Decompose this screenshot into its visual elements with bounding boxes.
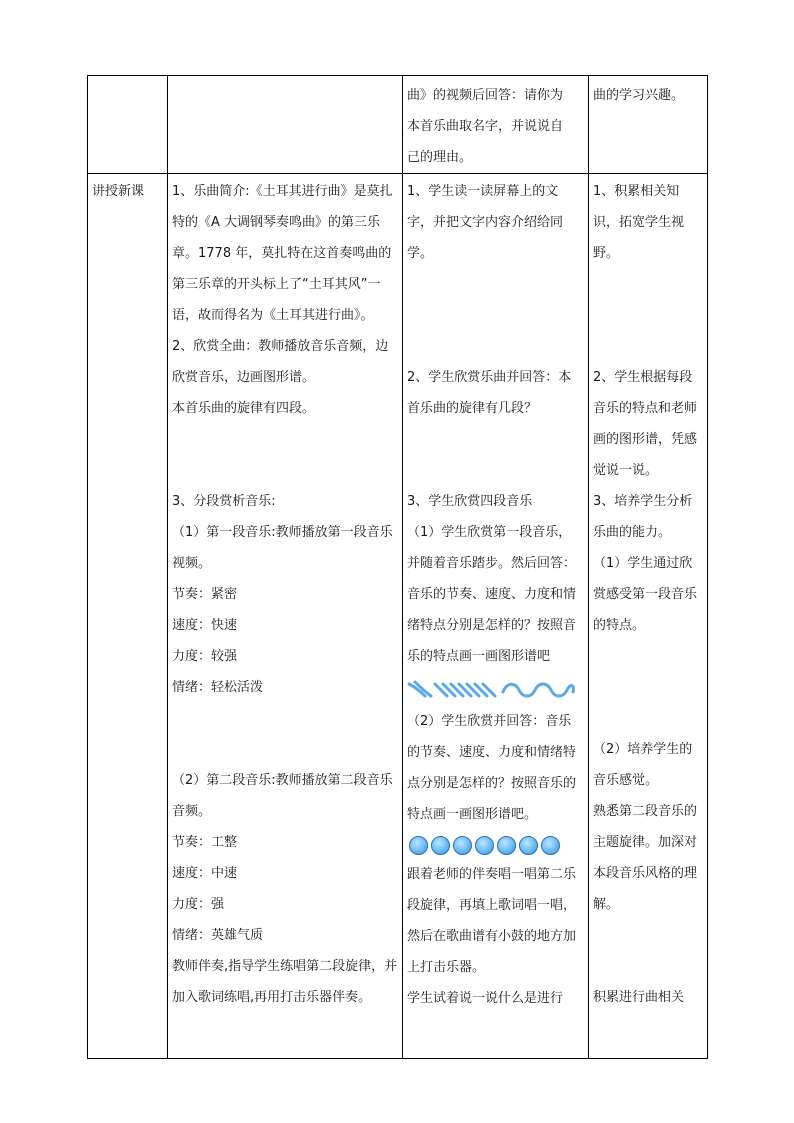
score-circle	[541, 836, 560, 855]
sing-text: 跟着老师的伴奏唱一唱第二乐段旋律，再填上歌词唱一唱，然后在歌曲谱有小鼓的地方加上打击乐器。	[407, 867, 577, 975]
text-line: 己的理由。	[407, 150, 473, 165]
listen-all-text: 2、欣赏全曲：教师播放音乐音频，边欣赏音乐，边画图形谱。	[172, 339, 389, 385]
table-row	[88, 174, 708, 1059]
listen-text: 2、学生欣赏乐曲并回答：本首乐曲的旋律有几段？	[407, 370, 572, 416]
read-text: 1、学生读一读屏幕上的文字，并把文字内容介绍给同学。	[407, 184, 564, 261]
seg2-mood: 情绪：英雄气质	[172, 928, 264, 943]
seg1-speed: 速度：快速	[172, 618, 238, 633]
text-line: 本首乐曲取名字，并说说自	[407, 119, 564, 134]
segment-heading: 3、分段赏析音乐:	[172, 494, 276, 509]
cell-design-intent	[589, 174, 708, 1059]
a3-text: 3、培养学生分析乐曲的能力。	[593, 494, 693, 540]
cell-teacher-activity	[168, 76, 403, 174]
intro-text: 1、乐曲简介:《土耳其进行曲》是莫扎特的《A 大调钢琴奏鸣曲》的第三乐章。1778 年，莫扎特在这首奏鸣曲的第三乐章的开头标上了“土耳其风”一语，故而得名为《土耳其进行曲》。	[172, 184, 393, 323]
a1-text: 1、积累相关知识，拓宽学生视野。	[593, 184, 685, 261]
cell-student-activity	[403, 76, 589, 174]
lesson-plan-table	[87, 75, 708, 1059]
score-circle	[475, 836, 494, 855]
table-row	[88, 76, 708, 174]
score-circle	[519, 836, 538, 855]
seg1-mood: 情绪：轻松活泼	[172, 680, 264, 695]
seg1-rhythm: 节奏：紧密	[172, 587, 238, 602]
a3-1-text: （1）学生通过欣赏感受第一段音乐的特点。	[593, 556, 698, 633]
seg1-strength: 力度：较强	[172, 649, 238, 664]
four-text: 3、学生欣赏四段音乐	[407, 494, 533, 509]
a3-2-text: （2）培养学生的音乐感觉。	[593, 742, 693, 788]
seg2-title: （2）第二段音乐:教师播放第二段音乐音频。	[172, 773, 393, 819]
a2-text: 2、学生根据每段音乐的特点和老师画的图形谱，凭感觉说一说。	[593, 370, 698, 478]
score-circle	[409, 836, 428, 855]
cell-section	[88, 76, 168, 174]
seg2-guide: 教师伴奏,指导学生练唱第二段旋律，并加入歌词练唱,再用打击乐器伴奏。	[172, 959, 398, 1005]
cell-section	[88, 174, 168, 1059]
four-sections-text: 本首乐曲的旋律有四段。	[172, 401, 316, 416]
seg2-rhythm: 节奏：工整	[172, 835, 238, 850]
q1-text: （1）学生欣赏第一段音乐，并随着音乐踏步。然后回答：音乐的节奏、速度、力度和情绪特点分别是怎样的？按照音乐的特点画一画图形谱吧	[407, 525, 577, 664]
section-label: 讲授新课	[92, 184, 145, 199]
q2-text: （2）学生欣赏并回答：音乐的节奏、速度、力度和情绪特点分别是怎样的？按照音乐的特点画一画图形谱吧。	[407, 714, 577, 822]
score-circle	[497, 836, 516, 855]
seg2-speed: 速度：中速	[172, 866, 238, 881]
try-text: 学生试着说一说什么是进行	[407, 991, 564, 1006]
score-circle	[431, 836, 450, 855]
text-line: 曲的学习兴趣。	[593, 88, 685, 103]
a4-text: 积累进行曲相关	[593, 990, 685, 1005]
text-line: 曲》的视频后回答：请你为	[407, 88, 564, 103]
cell-teacher-activity	[168, 174, 403, 1059]
a3-3-text: 熟悉第二段音乐的主题旋律。加深对本段音乐风格的理解。	[593, 804, 698, 912]
seg1-title: （1）第一段音乐:教师播放第一段音乐视频。	[172, 525, 393, 571]
seg2-strength: 力度：强	[172, 897, 225, 912]
score-circle	[453, 836, 472, 855]
cell-student-activity	[403, 174, 589, 1059]
graphic-score-squiggle	[407, 678, 577, 704]
cell-design-intent	[589, 76, 708, 174]
graphic-score-circles	[409, 836, 584, 855]
